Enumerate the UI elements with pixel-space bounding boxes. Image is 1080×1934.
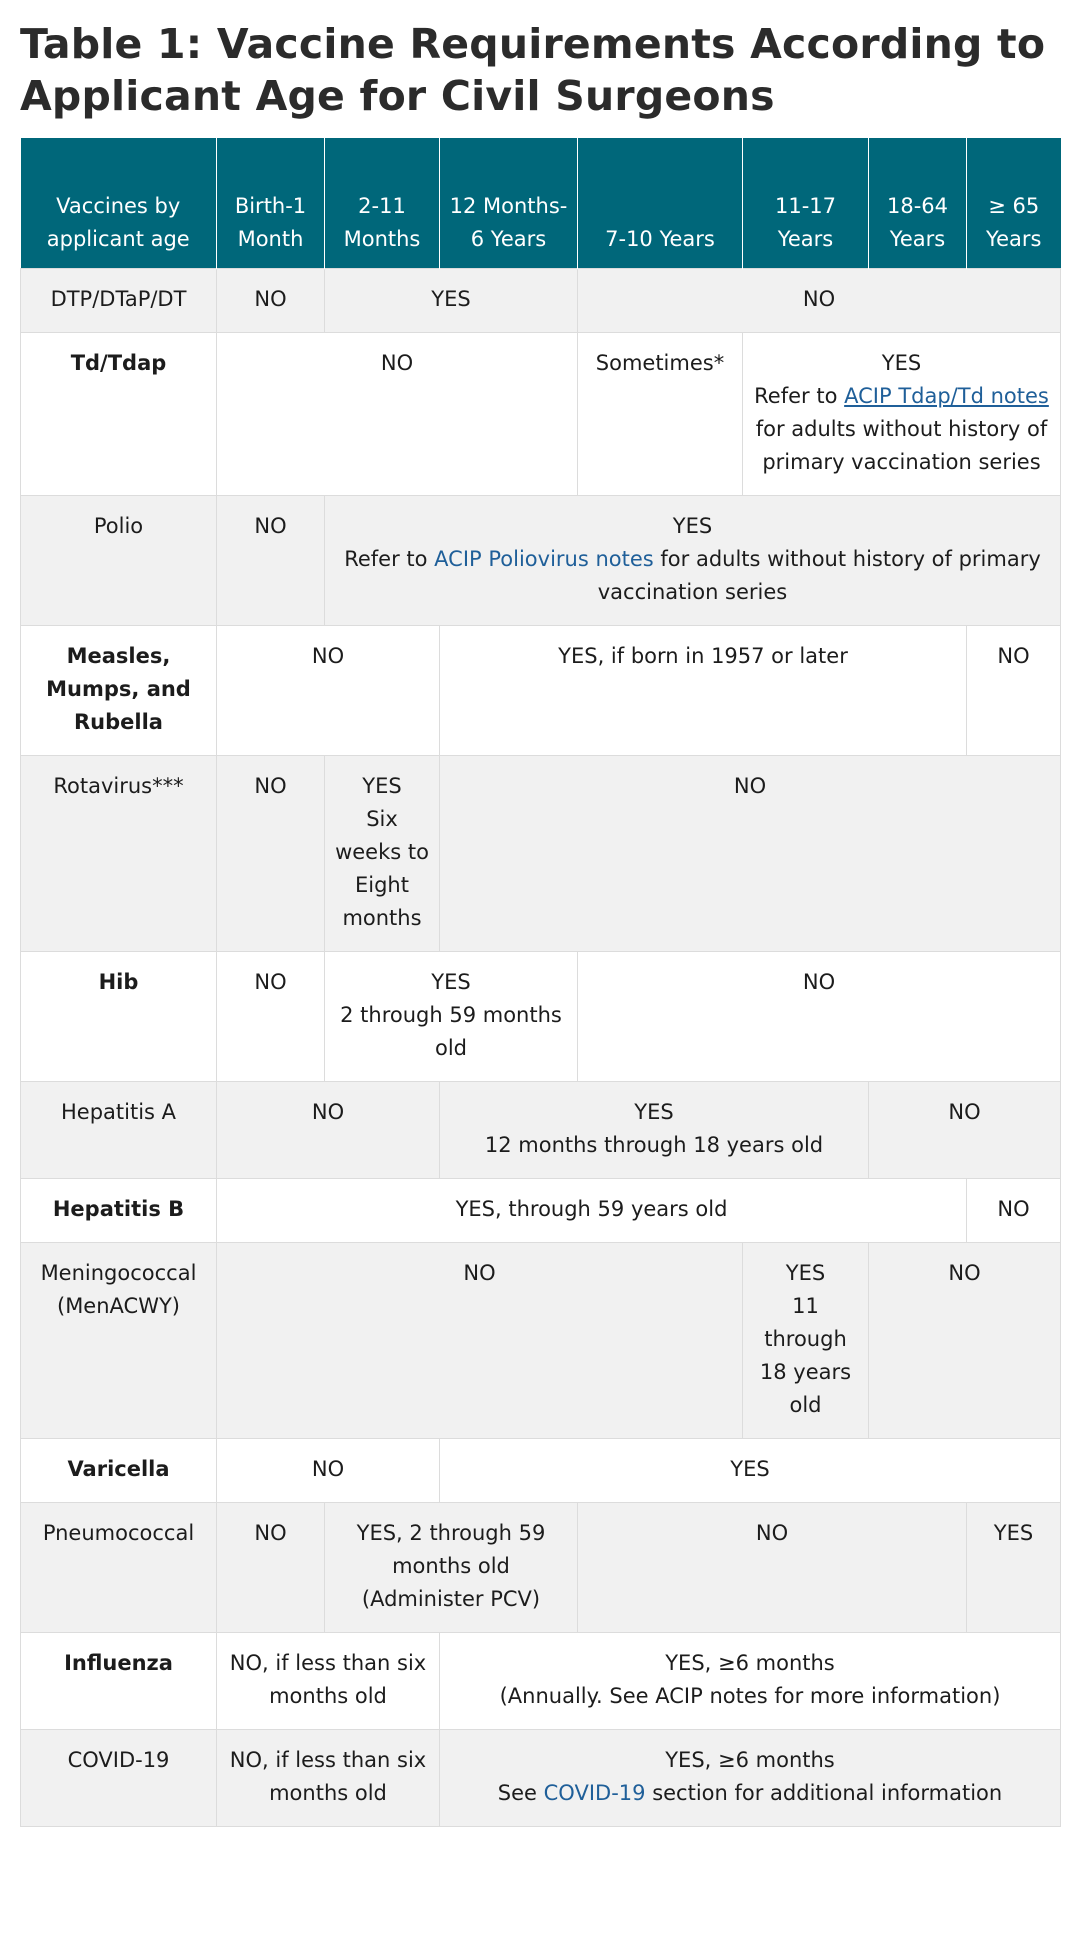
cell-text: YES	[785, 1261, 826, 1285]
acip-tdap-td-notes-link[interactable]: ACIP Tdap/Td notes	[844, 384, 1049, 408]
cell: NO	[869, 1243, 1061, 1439]
row-name-varicella: Varicella	[21, 1439, 217, 1503]
row-name-mmr: Measles, Mumps, and Rubella	[21, 626, 217, 756]
cell: NO	[217, 269, 325, 333]
header-birth-1-month: Birth-1 Month	[217, 138, 325, 269]
table-row	[21, 269, 1061, 333]
cell-text: Refer to	[344, 547, 428, 571]
cell: NO	[967, 1179, 1061, 1243]
table-row	[21, 756, 1061, 952]
cell-text: 12 months through 18 years old	[484, 1133, 824, 1157]
cell: NO	[217, 1503, 325, 1633]
vaccine-requirements-table	[20, 138, 1061, 1827]
cell	[743, 333, 1061, 496]
table-row	[21, 1179, 1061, 1243]
row-name-hepatitis-b: Hepatitis B	[21, 1179, 217, 1243]
cell: NO	[578, 269, 1061, 333]
row-name-covid-19: COVID-19	[21, 1730, 217, 1827]
row-name-hib: Hib	[21, 952, 217, 1082]
cell: NO	[578, 1503, 967, 1633]
header-18-64-years: 18-64 Years	[869, 138, 967, 269]
header-11-17-years: 11-17 Years	[743, 138, 869, 269]
header-vaccines-by-age: Vaccines by applicant age	[21, 138, 217, 269]
header-12-months-6-years: 12 Months-6 Years	[440, 138, 578, 269]
cell: NO, if less than six months old	[217, 1730, 440, 1827]
cell	[325, 756, 440, 952]
cell-text: for adults without history of primary vaccination series	[597, 547, 1041, 604]
cell: NO	[440, 756, 1061, 952]
cell	[325, 496, 1061, 626]
cell	[440, 1730, 1061, 1827]
cell: NO, if less than six months old	[217, 1633, 440, 1730]
row-name-influenza: Influenza	[21, 1633, 217, 1730]
cell: NO	[578, 952, 1061, 1082]
header-7-10-years: 7-10 Years	[578, 138, 743, 269]
table-row	[21, 333, 1061, 496]
cell-text: (Annually. See ACIP notes for more information)	[499, 1684, 1001, 1708]
cell	[325, 952, 578, 1082]
cell: NO	[217, 496, 325, 626]
header-65-plus-years: ≥ 65 Years	[967, 138, 1061, 269]
cell: NO	[217, 1439, 440, 1503]
cell-text: for adults without history of primary vaccination series	[755, 417, 1048, 474]
cell-text: YES, ≥6 months	[665, 1651, 835, 1675]
table-row	[21, 1730, 1061, 1827]
cell: NO	[217, 333, 578, 496]
header-row	[21, 138, 1061, 269]
cell-text: section for additional information	[652, 1781, 1003, 1805]
row-name-meningococcal: Meningococcal (MenACWY)	[21, 1243, 217, 1439]
table-row	[21, 1082, 1061, 1179]
cell: NO	[217, 626, 440, 756]
table-row	[21, 1633, 1061, 1730]
cell-text: See	[497, 1781, 537, 1805]
cell-text: YES	[881, 351, 922, 375]
cell-text: YES	[362, 774, 402, 798]
cell: NO	[217, 1082, 440, 1179]
acip-poliovirus-notes-link[interactable]: ACIP Poliovirus notes	[434, 547, 654, 571]
cell: YES, through 59 years old	[217, 1179, 967, 1243]
table-row	[21, 496, 1061, 626]
cell	[440, 1082, 869, 1179]
table-row	[21, 1243, 1061, 1439]
cell: NO	[217, 1243, 743, 1439]
cell-text: Refer to	[754, 384, 838, 408]
cell: YES	[325, 269, 578, 333]
cell: Sometimes*	[578, 333, 743, 496]
row-name-rotavirus: Rotavirus***	[21, 756, 217, 952]
cell-text: YES	[634, 1100, 674, 1124]
cell: YES	[967, 1503, 1061, 1633]
table-title: Table 1: Vaccine Requirements According to Applicant Age for Civil Surgeons	[20, 20, 1046, 120]
row-name-polio: Polio	[21, 496, 217, 626]
cell-text: Six weeks to Eight months	[335, 807, 429, 930]
row-name-hepatitis-a: Hepatitis A	[21, 1082, 217, 1179]
cell: YES, if born in 1957 or later	[440, 626, 967, 756]
header-2-11-months: 2-11 Months	[325, 138, 440, 269]
table-row	[21, 1503, 1061, 1633]
cell-text: YES	[672, 514, 713, 538]
cell: YES, 2 through 59 months old (Administer PCV)	[325, 1503, 578, 1633]
covid-19-section-link[interactable]: COVID-19	[543, 1781, 646, 1805]
cell	[440, 1633, 1061, 1730]
row-name-dtp: DTP/DTaP/DT	[21, 269, 217, 333]
cell: NO	[967, 626, 1061, 756]
table-row	[21, 626, 1061, 756]
table-row	[21, 952, 1061, 1082]
cell: NO	[217, 952, 325, 1082]
cell: YES	[440, 1439, 1061, 1503]
cell	[743, 1243, 869, 1439]
row-name-pneumococcal: Pneumococcal	[21, 1503, 217, 1633]
cell-text: YES	[431, 970, 471, 994]
cell-text: YES, ≥6 months	[665, 1748, 835, 1772]
table-row	[21, 1439, 1061, 1503]
cell: NO	[869, 1082, 1061, 1179]
cell-text: 2 through 59 months old	[340, 1003, 562, 1060]
cell-text: 11 through 18 years old	[759, 1294, 852, 1417]
row-name-td-tdap: Td/Tdap	[21, 333, 217, 496]
cell: NO	[217, 756, 325, 952]
